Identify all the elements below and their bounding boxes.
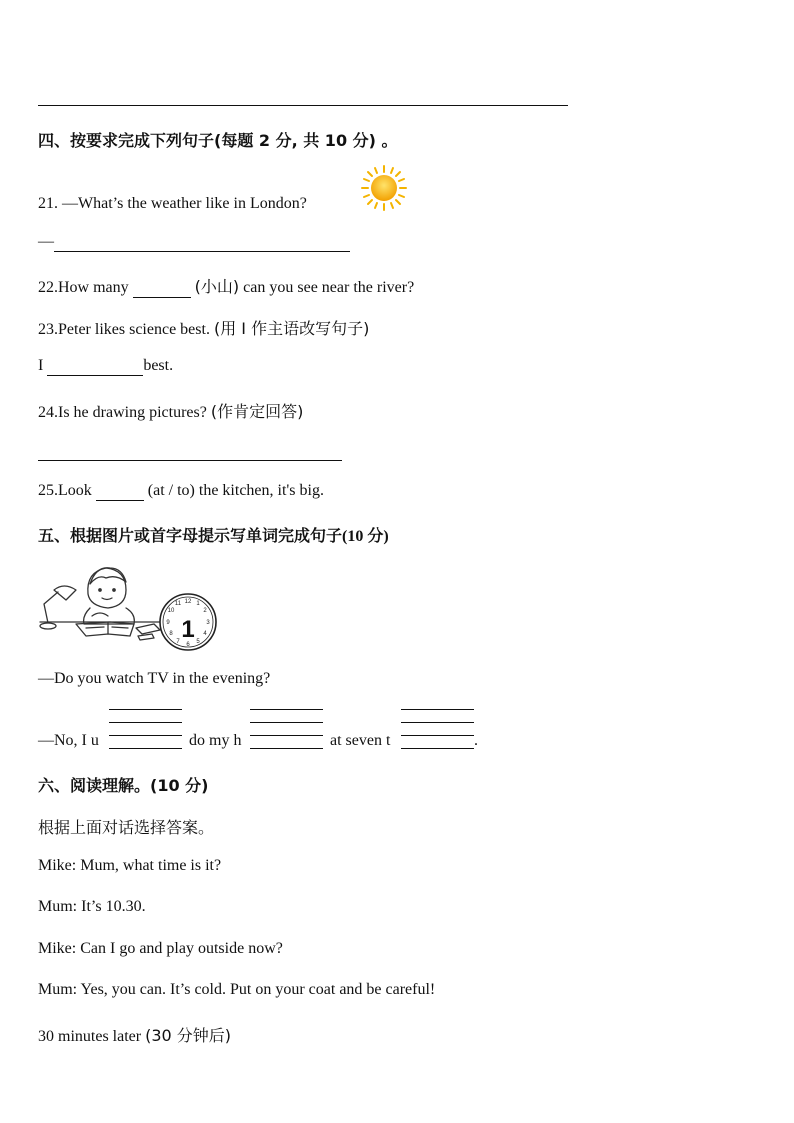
blank-1-line-a	[109, 709, 182, 710]
svg-text:7: 7	[176, 639, 180, 645]
top-divider	[38, 105, 568, 106]
blank-2-line-c	[250, 735, 323, 736]
q23-answer-prefix: I	[38, 357, 44, 374]
svg-text:5: 5	[196, 639, 200, 645]
dialogue-line-1: Mike: Mum, what time is it?	[38, 857, 222, 874]
section-5-question: —Do you watch TV in the evening?	[38, 670, 271, 687]
question-25	[38, 482, 324, 501]
question-24	[38, 399, 303, 422]
svg-text:12: 12	[184, 599, 192, 605]
svg-text:10: 10	[167, 608, 175, 614]
later-note: (30 分钟后)	[145, 1026, 232, 1045]
svg-text:11: 11	[174, 601, 182, 607]
blank-3-line-b	[401, 722, 474, 723]
svg-text:9: 9	[166, 620, 170, 626]
svg-text:4: 4	[203, 631, 207, 637]
q25-blank[interactable]	[96, 482, 144, 501]
blank-2-line-b	[250, 722, 323, 723]
svg-text:6: 6	[186, 642, 190, 648]
boy-homework-illustration	[36, 560, 222, 656]
question-22	[38, 274, 414, 298]
question-23	[38, 316, 369, 339]
later-line	[38, 1023, 231, 1046]
blank-1-line-b	[109, 722, 182, 723]
section-6-title: 六、阅读理解。(10 分)	[38, 776, 209, 795]
q21-answer-blank[interactable]	[54, 233, 350, 252]
q21-answer-dash: —	[38, 233, 54, 250]
answer-part-3: at seven t	[330, 732, 391, 749]
section-4-title: 四、按要求完成下列句子(每题 2 分, 共 10 分) 。	[38, 131, 398, 150]
blank-3-line-a	[401, 709, 474, 710]
svg-text:8: 8	[169, 631, 173, 637]
sun-icon	[360, 164, 408, 212]
blank-2-line-a	[250, 709, 323, 710]
q22-hint: (小山)	[194, 277, 240, 296]
q23-answer-line	[38, 357, 173, 376]
dialogue-line-4: Mum: Yes, you can. It’s cold. Put on your coat and be careful!	[38, 981, 436, 998]
q21-answer-line	[38, 233, 350, 252]
q21-number: 21.	[38, 195, 58, 212]
blank-3-line-c	[401, 735, 474, 736]
blank-2-writing-lines[interactable]	[250, 748, 323, 749]
q21-text: What’s the weather like in London?	[78, 195, 307, 212]
clock-number: 1	[181, 616, 195, 643]
section-5-title	[38, 523, 389, 546]
answer-part-2: do my h	[189, 732, 242, 749]
answer-part-1: —No, I u	[38, 732, 99, 749]
q23-text: 23.Peter likes science best.	[38, 321, 210, 338]
q24-instruction: (作肯定回答)	[210, 402, 304, 421]
section-5-answer	[38, 732, 99, 750]
blank-1-line-c	[109, 735, 182, 736]
svg-text:2: 2	[203, 608, 207, 614]
section-5-title-text: 五、根据图片或首字母提示写单词完成句子	[38, 526, 343, 545]
q22-blank[interactable]	[133, 279, 191, 298]
section-6-instruction: 根据上面对话选择答案。	[38, 818, 215, 837]
question-21	[38, 195, 307, 213]
q22-suffix: can you see near the river?	[243, 279, 415, 296]
q24-answer-blank[interactable]	[38, 460, 342, 461]
q21-dash: —	[62, 195, 78, 212]
dialogue-line-2: Mum: It’s 10.30.	[38, 898, 146, 915]
q25-options: (at / to)	[147, 482, 195, 499]
answer-end: .	[474, 732, 478, 749]
q22-prefix: 22.How many	[38, 279, 129, 296]
q23-instruction: (用 I 作主语改写句子)	[213, 319, 370, 338]
q24-text: 24.Is he drawing pictures?	[38, 404, 207, 421]
blank-1-writing-lines[interactable]	[109, 748, 182, 749]
blank-3-writing-lines[interactable]	[401, 748, 474, 749]
svg-text:3: 3	[206, 620, 210, 626]
svg-text:1: 1	[196, 601, 200, 607]
q25-suffix: the kitchen, it's big.	[198, 482, 324, 499]
q23-answer-suffix: best.	[143, 357, 174, 374]
q25-prefix: 25.Look	[38, 482, 92, 499]
q23-blank[interactable]	[47, 357, 143, 376]
dialogue-line-3: Mike: Can I go and play outside now?	[38, 940, 283, 957]
later-text: 30 minutes later	[38, 1028, 142, 1045]
section-5-points: (10 分)	[342, 528, 389, 545]
